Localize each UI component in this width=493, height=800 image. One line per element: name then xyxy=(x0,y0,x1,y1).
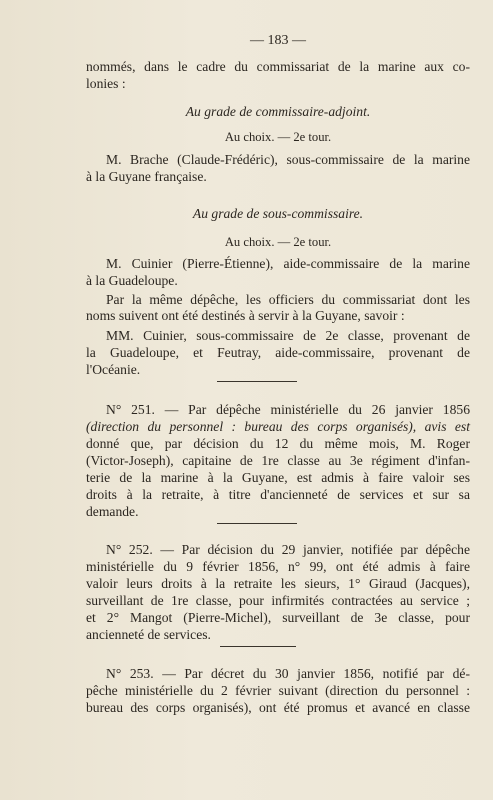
text-line: l'Océanie. xyxy=(86,362,141,377)
text-line: donné que, par décision du 12 du même mois, M. Roger xyxy=(86,436,470,451)
text-line: valoir leurs droits à la retraite les sieurs, 1° Giraud (Jacques), xyxy=(86,576,470,591)
text-line: pêche ministérielle du 2 février suivant (direction du personnel : xyxy=(86,683,470,698)
text-line: à la Guadeloupe. xyxy=(86,273,178,288)
text-line: M. Cuinier (Pierre-Étienne), aide-commissaire de la marine xyxy=(106,256,470,271)
text-line: nommés, dans le cadre du commissariat de la marine aux co- xyxy=(86,59,470,74)
text-line: N° 251. — Par dépêche ministérielle du 26 janvier 1856 xyxy=(106,402,470,417)
section-heading: Au grade de commissaire-adjoint. xyxy=(185,104,371,119)
text-line: noms suivent ont été destinés à servir à la Guyane, savoir : xyxy=(86,308,405,323)
text-line: N° 253. — Par décret du 30 janvier 1856, notifié par dé- xyxy=(106,666,470,681)
text-line: MM. Cuinier, sous-commissaire de 2e classe, provenant de xyxy=(106,328,470,343)
section-divider xyxy=(217,523,297,524)
text-line: surveillant de 1re classe, pour infirmités contractées au service ; xyxy=(86,593,470,608)
text-line: droits à la retraite, à titre d'ancienneté de services et sur sa xyxy=(86,487,470,502)
text-line: lonies : xyxy=(86,76,126,91)
text-line: bureau des corps organisés), ont été promus et avancé en classe xyxy=(86,700,470,715)
choice-line: Au choix. — 2e tour. xyxy=(224,130,332,144)
section-heading: Au grade de sous-commissaire. xyxy=(192,206,364,221)
text-line: la Guadeloupe, et Feutray, aide-commissaire, provenant de xyxy=(86,345,470,360)
text-line: N° 252. — Par décision du 29 janvier, notifiée par dépêche xyxy=(106,542,470,557)
text-line: (direction du personnel : bureau des corps organisés), avis est xyxy=(86,419,470,434)
choice-line: Au choix. — 2e tour. xyxy=(224,235,332,249)
section-divider xyxy=(217,381,297,382)
text-line: et 2° Mangot (Pierre-Michel), surveillant de 3e classe, pour xyxy=(86,610,470,625)
text-line: ancienneté de services. xyxy=(86,627,211,642)
text-line: ministérielle du 9 février 1856, n° 99, ont été admis à faire xyxy=(86,559,470,574)
page-number: — 183 — xyxy=(250,33,306,48)
text-line: demande. xyxy=(86,504,139,519)
text-line: terie de la marine à la Guyane, est admis à faire valoir ses xyxy=(86,470,470,485)
section-divider xyxy=(220,646,296,647)
text-line: M. Brache (Claude-Frédéric), sous-commissaire de la marine xyxy=(106,152,470,167)
text-line: Par la même dépêche, les officiers du commissariat dont les xyxy=(106,292,470,307)
text-line: (Victor-Joseph), capitaine de 1re classe au 3e régiment d'infan- xyxy=(86,453,470,468)
text-line: à la Guyane française. xyxy=(86,169,207,184)
